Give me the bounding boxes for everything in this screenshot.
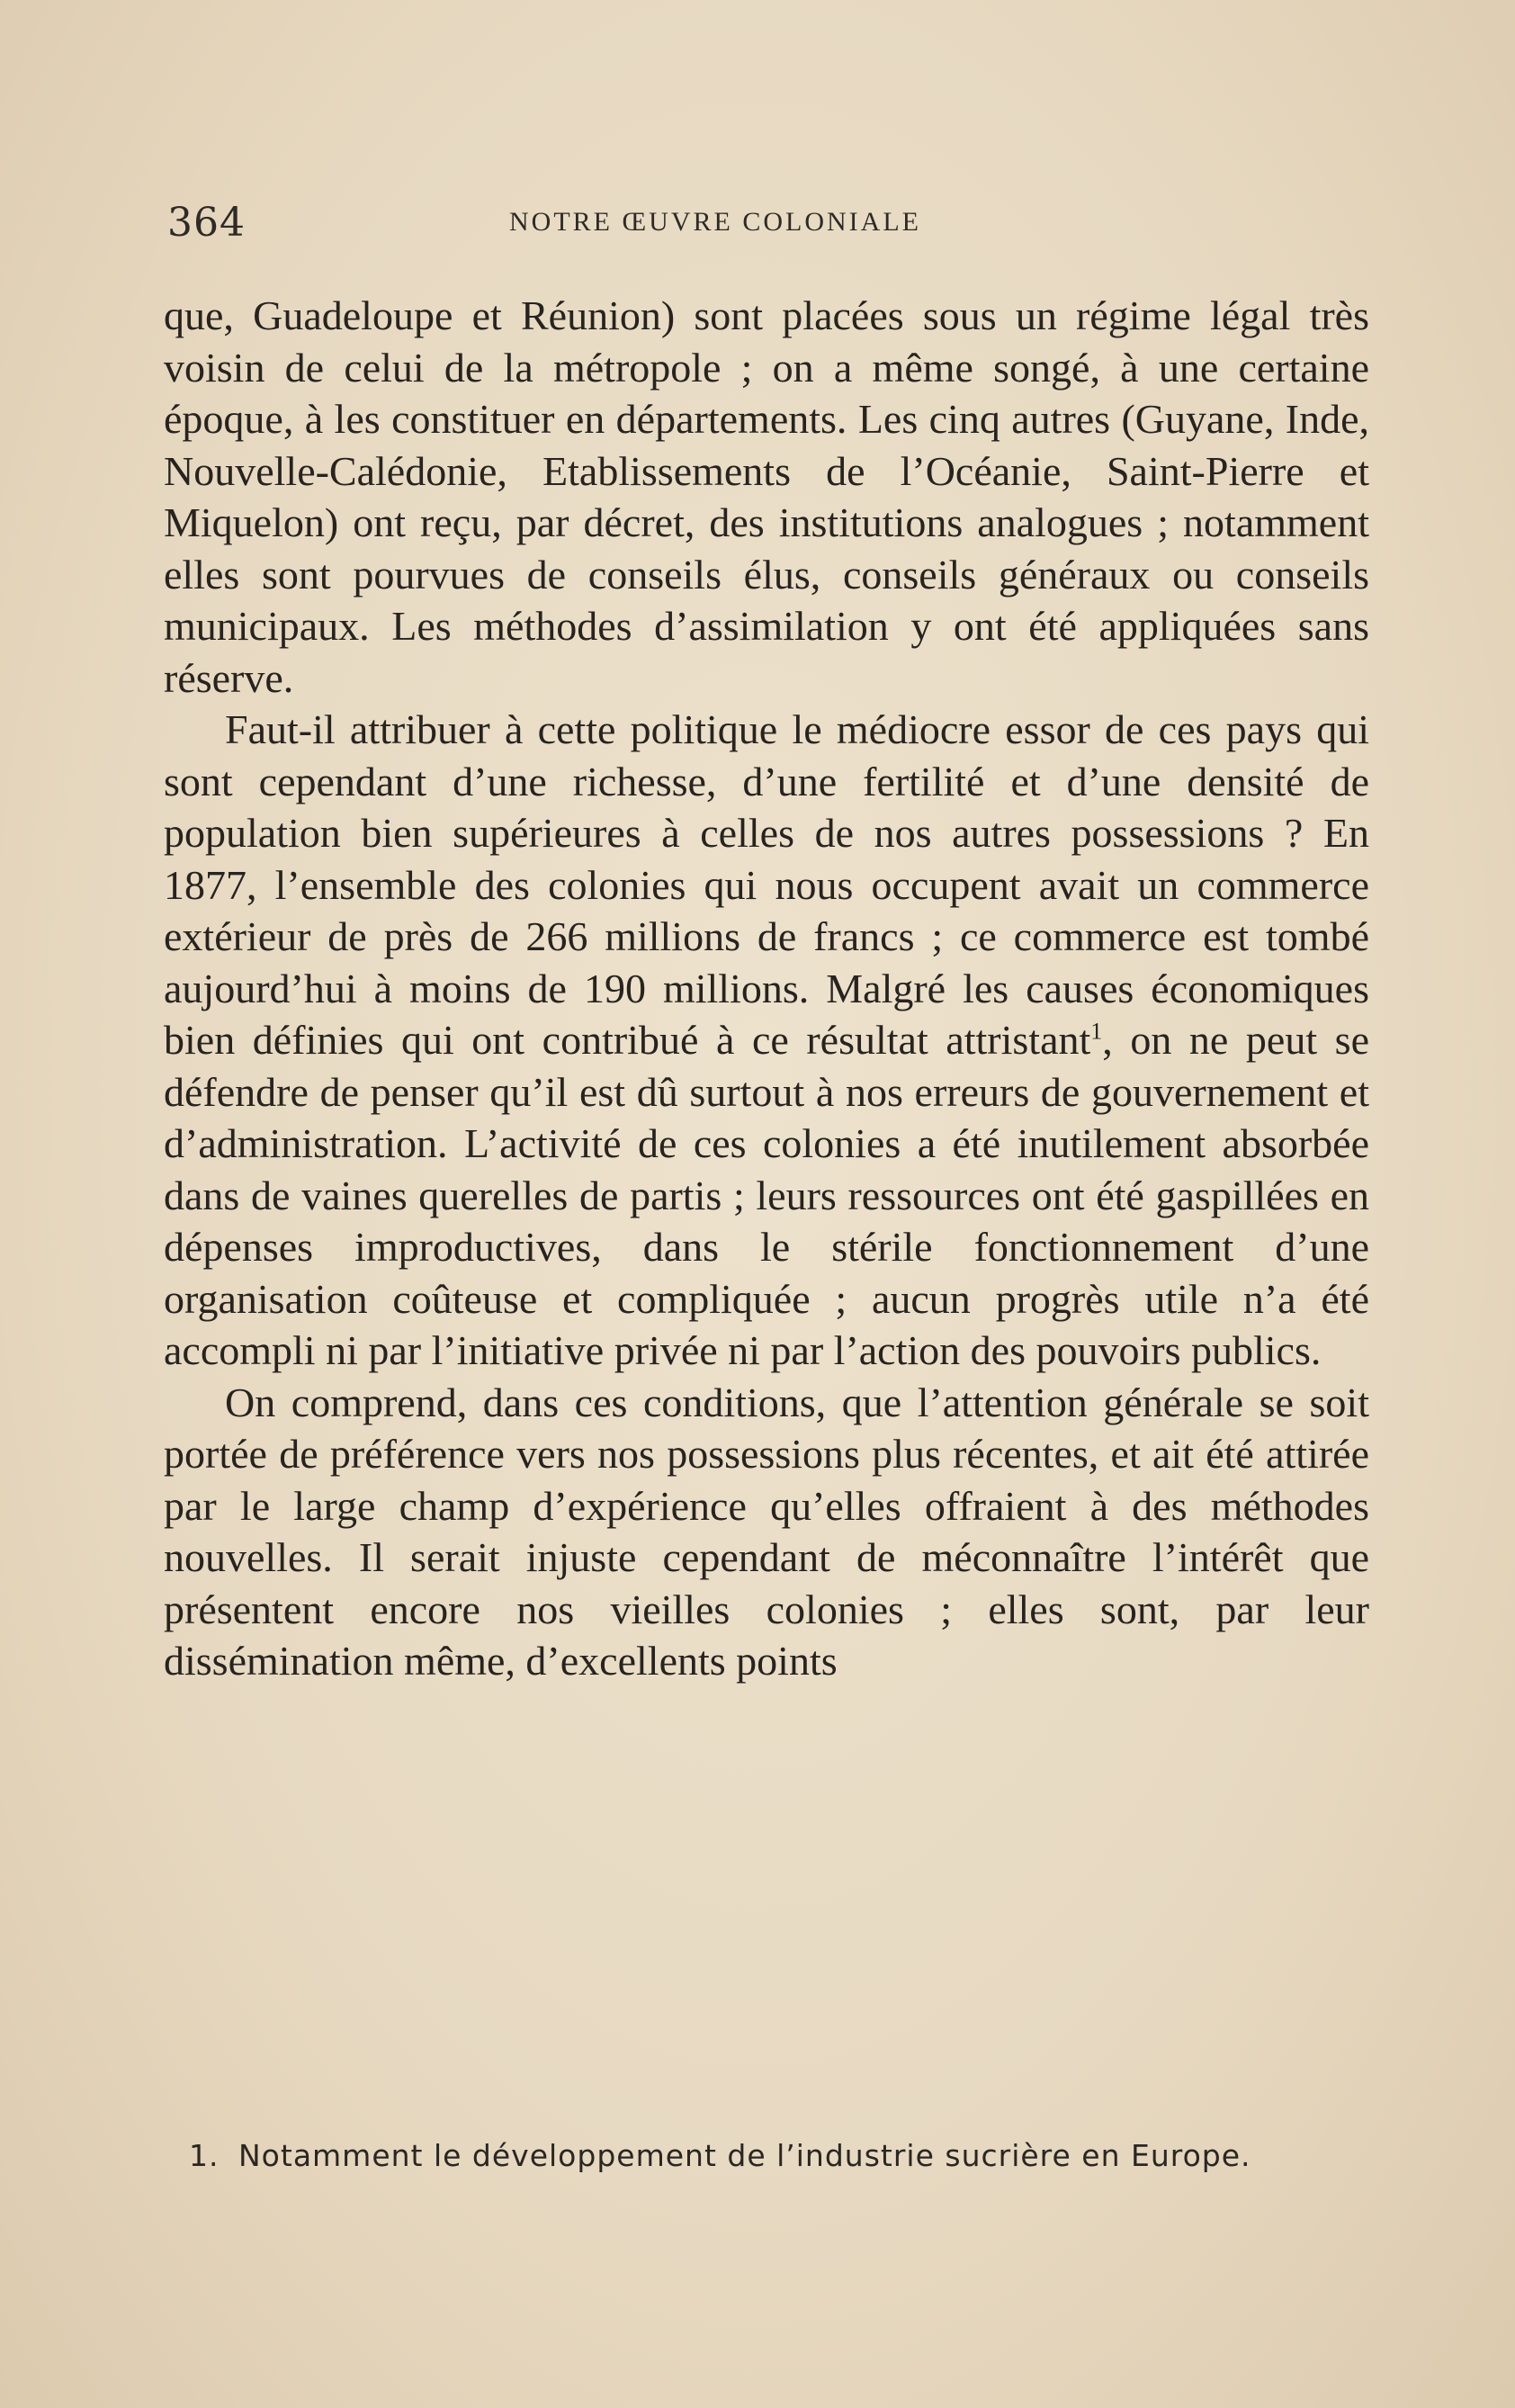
- paragraph-policy: [164, 704, 1369, 1377]
- page-header: [167, 200, 1391, 254]
- footnote-number: 1.: [189, 2138, 220, 2173]
- page-number: 364: [167, 200, 246, 246]
- paragraph-attention: On comprend, dans ces conditions, que l’attention générale se soit portée de préférence vers nos possessions plus récentes, et ait été attirée par le large champ d’expérience qu’elles offraient à des méthodes nouvelles. Il serait injuste cependant de méconnaître l’intérêt que présentent encore nos vieilles colonies ; elles sont, par leur dissémination même, d’excellents points: [164, 1379, 1369, 1684]
- footnote-text: Notamment le développement de l’industrie sucrière en Europe.: [238, 2138, 1251, 2173]
- paragraph-continuation: que, Guadeloupe et Réunion) sont placées sous un régime légal très voisin de celui de la métropole ; on a même songé, à une certaine époque, à les constituer en départements. Les cinq autres (Guyane, Inde, Nouvelle-Calédonie, Etablissements de l’Océanie, Saint-Pierre et Miquelon) ont reçu, par décret, des institutions analogues ; notamment elles sont pourvues de conseils élus, conseils généraux ou conseils municipaux. Les méthodes d’assimilation y ont été appliquées sans réserve.: [164, 292, 1369, 701]
- paragraph-text: , on ne peut se défendre de penser qu’il est dû surtout à nos erreurs de gouvernement et d’administration. L’activité de ces colonies a été inutilement absorbée dans de vaines querelles de partis ; leurs ressources ont été gaspillées en dépenses improductives, dans le stérile fonctionnement d’une organisation coûteuse et compliquée ; aucun progrès utile n’a été accompli ni par l’initiative privée ni par l’action des pouvoirs publics.: [164, 1017, 1370, 1373]
- paragraph-text: Faut-il attribuer à cette politique le médiocre essor de ces pays qui sont cependant d’une richesse, d’une fertilité et d’une densité de population bien supérieures à celles de nos autres possessions ? En 1877, l’ensemble des colonies qui nous occupent avait un commerce extérieur de près de 266 millions de francs ; ce commerce est tombé aujourd’hui à moins de 190 millions. Malgré les causes économiques bien définies qui ont contribué à ce résultat attristant: [164, 706, 1369, 1063]
- running-title: NOTRE ŒUVRE COLONIALE: [509, 207, 921, 237]
- body-text: [164, 290, 1369, 1687]
- footnote-reference: 1: [1090, 1018, 1103, 1045]
- footnote: [189, 2131, 1367, 2180]
